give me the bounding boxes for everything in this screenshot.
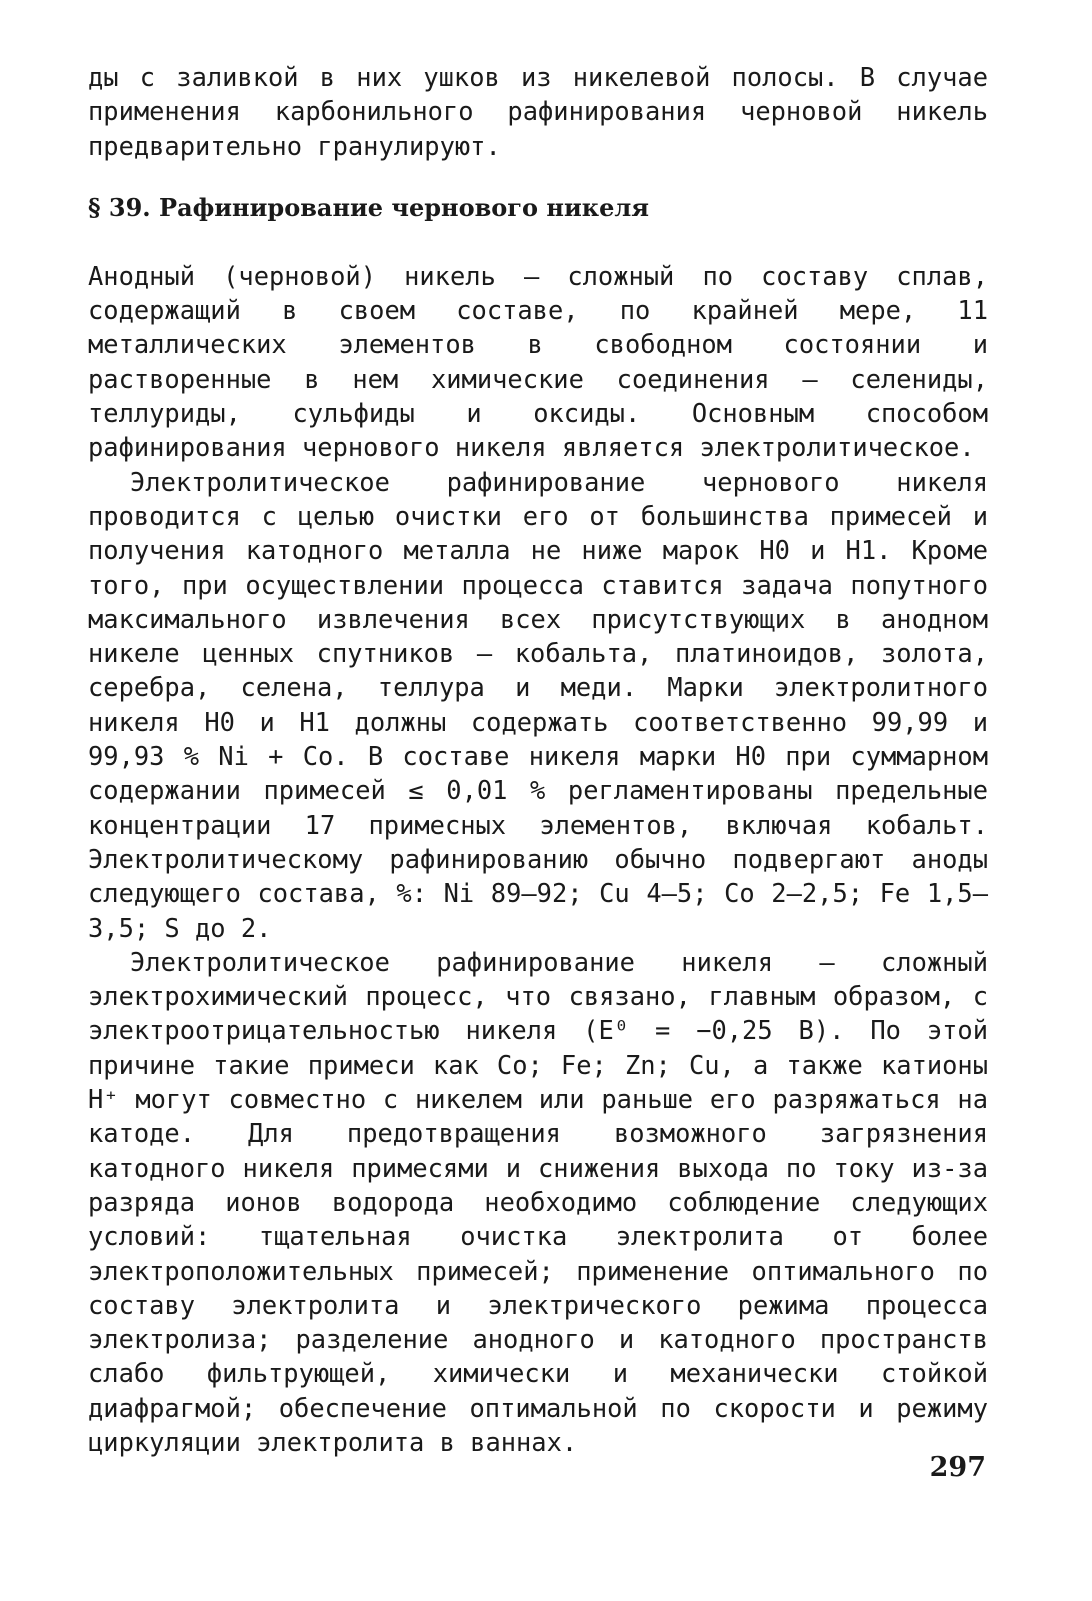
page-number: 297: [929, 1452, 986, 1483]
paragraph-2: Электролитическое рафинирование чернового никеля проводится с целью очистки его от большинства примесей и получения катодного металла не ниже марок Н0 и Н1. Кроме того, при осуществлении процесса ставится задача попутного максимального извлечения всех присутствующих в анодном никеле ценных спутников — кобальта, платиноидов, золота, серебра, селена, теллура и меди. Марки электролитного никеля Н0 и Н1 должны содержать соответственно 99,99 и 99,93 % Ni + Co. В составе никеля марки Н0 при суммарном содержании примесей ≤ 0,01 % регламентированы предельные концентрации 17 примесных элементов, включая кобальт. Электролитическому рафинированию обычно подвергают аноды следующего состава, %: Ni 89–92; Cu 4–5; Co 2–2,5; Fe 1,5–3,5; S до 2.: [88, 466, 988, 943]
book-page: [88, 60, 988, 1459]
section-heading: § 39. Рафинирование чернового никеля: [88, 192, 649, 222]
paragraph-1: Анодный (черновой) никель — сложный по составу сплав, содержащий в своем составе, по крайней мере, 11 металлических элементов в свободном состоянии и растворенные в нем химические соединения — селениды, теллуриды, сульфиды и оксиды. Основным способом рафинирования чернового никеля является электролитическое.: [88, 260, 988, 463]
paragraph-3: Электролитическое рафинирование никеля — сложный электрохимический процесс, что связано, главным образом, с электроотрицательностью никеля (E⁰ = −0,25 В). По этой причине такие примеси как Co; Fe; Zn; Cu, а также катионы H⁺ могут совместно с никелем или раньше его разряжаться на катоде. Для предотвращения возможного загрязнения катодного никеля примесями и снижения выхода по току из-за разряда ионов водорода необходимо соблюдение следующих условий: тщательная очистка электролита от более электроположительных примесей; применение оптимального по составу электролита и электрического режима процесса электролиза; разделение анодного и катодного пространств слабо фильтрующей, химически и механически стойкой диафрагмой; обеспечение оптимальной по скорости и режиму циркуляции электролита в ваннах.: [88, 946, 988, 1457]
intro-paragraph: ды с заливкой в них ушков из никелевой полосы. В случае применения карбонильного рафинирования черновой никель предварительно гранулируют.: [88, 62, 988, 161]
